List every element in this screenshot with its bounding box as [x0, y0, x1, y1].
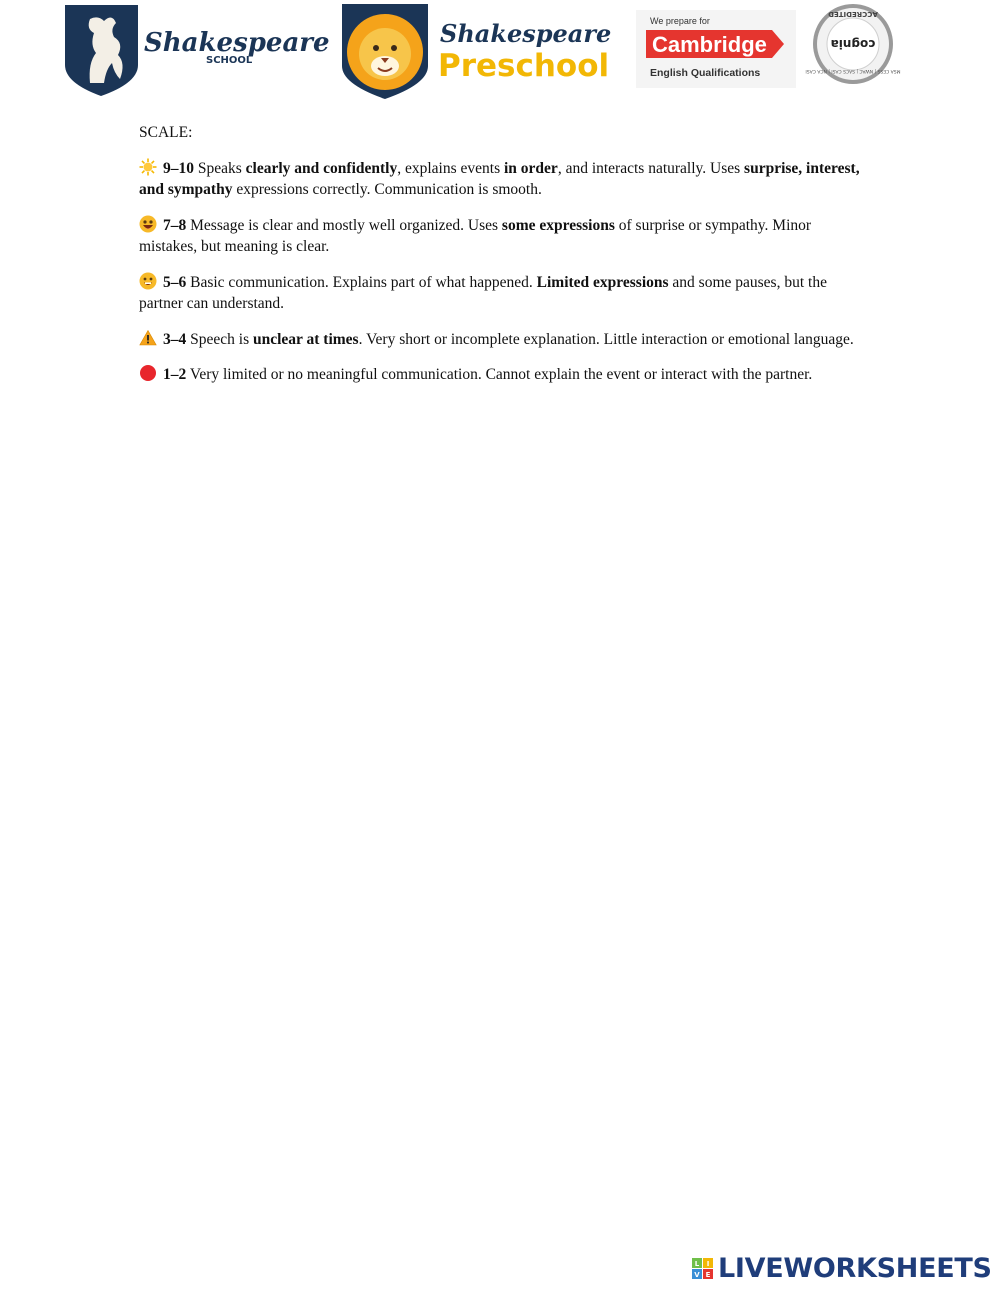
scale-text: Basic communication. Explains part of what happened.: [186, 273, 537, 291]
scale-title: SCALE:: [139, 124, 193, 141]
scale-section: [139, 122, 864, 400]
svg-text:Shakespeare: Shakespeare: [440, 19, 612, 48]
scale-emphasis: surprise, interest, and sympathy: [139, 159, 860, 198]
liveworksheets-wordmark: LIVEWORKSHEETS: [718, 1253, 992, 1284]
scale-emphasis: clearly and confidently: [245, 159, 398, 177]
scale-text: expressions correctly. Communication is smooth.: [232, 181, 542, 198]
red-circle-icon: [139, 364, 157, 382]
cambridge-logo: [636, 10, 796, 88]
scale-range: 7–8: [163, 216, 187, 234]
shakespeare-preschool-logo: [340, 2, 612, 100]
svg-text:Cambridge: Cambridge: [652, 32, 767, 57]
shakespeare-school-logo: [60, 3, 330, 97]
scale-item: [139, 272, 864, 315]
svg-text:MSA CESS | NWAC | SACS CASI |: MSA CESS | NWAC | SACS CASI | NCA CASI: [805, 68, 901, 73]
scale-text: Speaks: [194, 159, 246, 177]
scale-text: , and interacts naturally. Uses: [557, 159, 745, 177]
svg-text:Preschool: Preschool: [438, 48, 610, 84]
smiling-face-icon: [139, 272, 157, 290]
scale-range: 3–4: [163, 330, 187, 348]
svg-text:E: E: [705, 1271, 711, 1279]
svg-text:Shakespeare: Shakespeare: [144, 28, 330, 58]
scale-item: [139, 364, 864, 386]
scale-text: , explains events: [397, 159, 504, 177]
svg-text:I: I: [706, 1260, 710, 1268]
cognia-accredited-seal: [805, 2, 901, 86]
scale-text: of surprise or sympathy. Minor mistakes, but meaning is clear.: [139, 216, 812, 255]
liveworksheets-cubes-icon: [692, 1258, 714, 1280]
scale-emphasis: some expressions: [501, 216, 615, 234]
scale-range: 1–2: [163, 366, 187, 383]
svg-text:We prepare for: We prepare for: [650, 16, 710, 26]
scale-text: Speech is: [186, 330, 253, 348]
scale-item: [139, 158, 864, 201]
svg-text:English Qualifications: English Qualifications: [650, 67, 761, 79]
svg-text:SCHOOL: SCHOOL: [206, 55, 253, 66]
scale-text: and some pauses, but the partner can understand.: [139, 273, 827, 312]
scale-emphasis: unclear at times: [252, 330, 359, 348]
header-logos: [0, 0, 1000, 100]
scale-text: Message is clear and mostly well organized. Uses: [186, 216, 502, 234]
scale-item: [139, 329, 864, 351]
scale-emphasis: in order: [504, 159, 558, 177]
svg-text:ACCREDITED: ACCREDITED: [828, 10, 878, 18]
warning-icon: [139, 329, 157, 347]
scale-emphasis: Limited expressions: [536, 273, 669, 291]
svg-text:cognia: cognia: [830, 37, 876, 51]
sun-icon: [139, 158, 157, 176]
scale-text: . Very short or incomplete explanation. Little interaction or emotional language.: [358, 330, 854, 348]
scale-range: 9–10: [163, 159, 194, 177]
liveworksheets-logo: [692, 1252, 990, 1286]
grinning-face-icon: [139, 215, 157, 233]
scale-list: [139, 158, 864, 386]
svg-text:V: V: [694, 1271, 700, 1279]
scale-range: 5–6: [163, 273, 187, 291]
scale-text: Very limited or no meaningful communication. Cannot explain the event or interact with the partner.: [186, 366, 813, 383]
scale-item: [139, 215, 864, 258]
svg-text:L: L: [694, 1260, 700, 1268]
